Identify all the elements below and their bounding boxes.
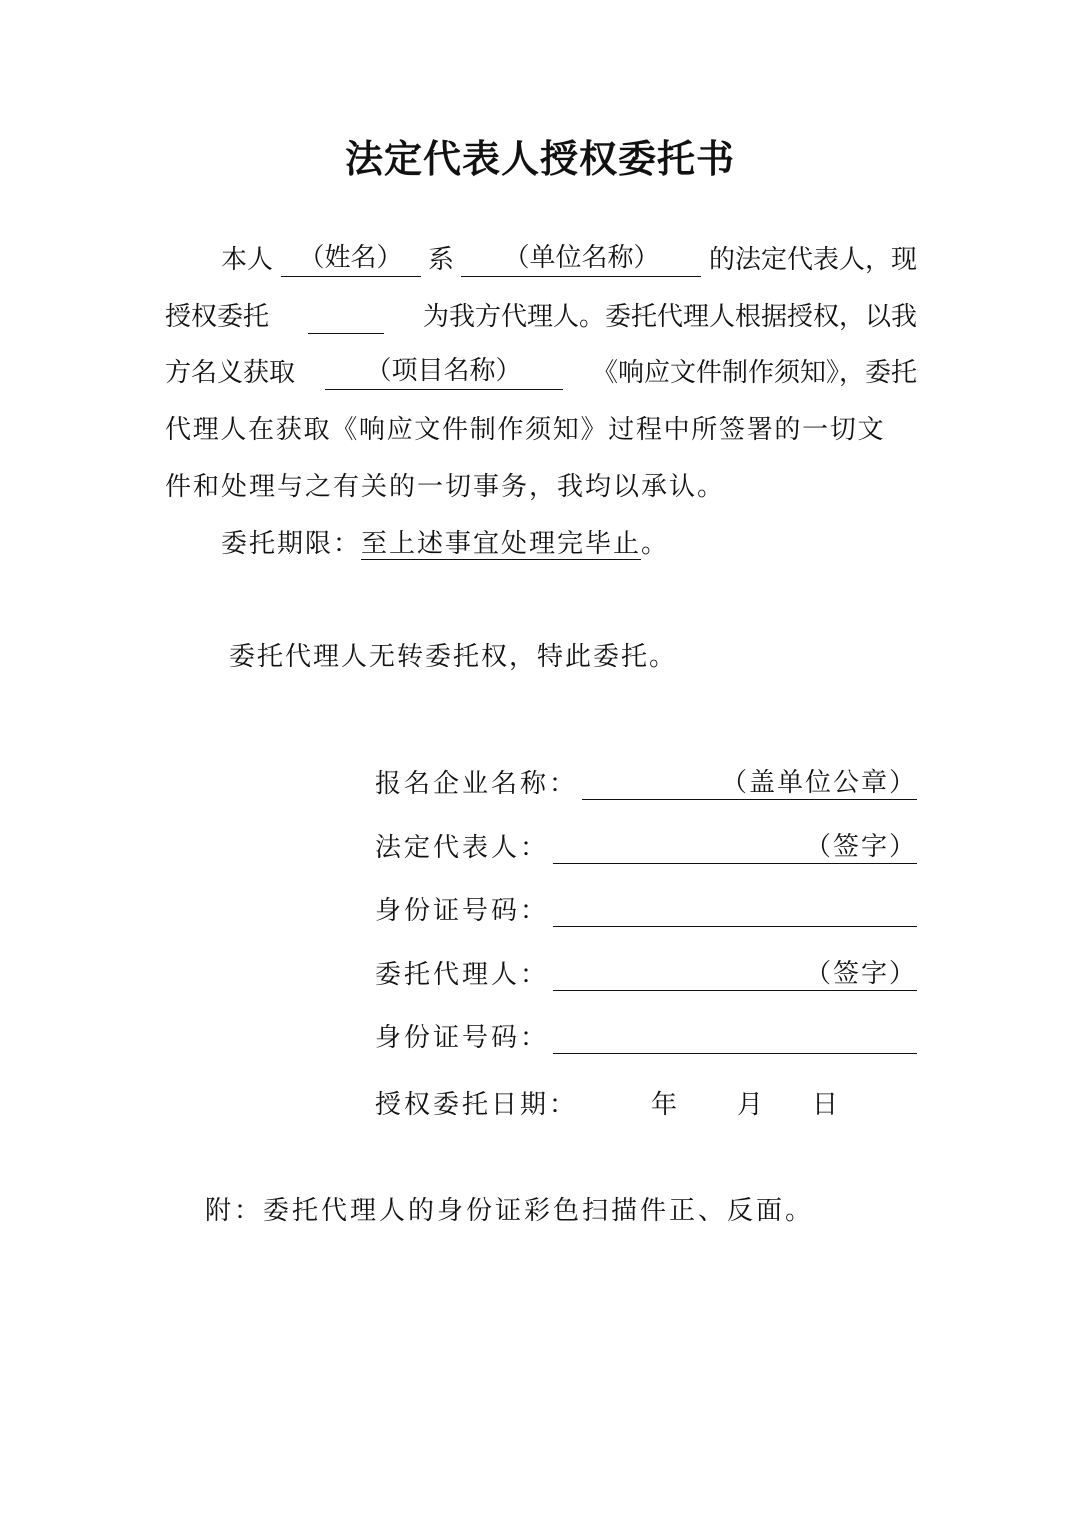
text-segment: 系 [427,245,454,275]
agent-signature-field: （签字） [553,958,917,991]
id-number-row-1 [375,891,917,927]
term-label: 委托期限： [221,529,362,559]
paragraph-line-1 [165,243,917,277]
agent-sign-row [375,955,917,991]
id-number-row-2 [375,1018,917,1054]
legal-rep-signature-field: （签字） [553,831,917,864]
id-number-label: 身份证号码： [375,896,550,926]
legal-rep-sign-row [375,828,917,864]
date-year: 年 [651,1090,681,1120]
project-name-blank: （项目名称） [325,356,563,390]
paragraph-line-2 [165,300,917,334]
paragraph-line-5: 件和处理与之有关的一切事务，我均以承认。 [165,472,726,502]
legal-rep-label: 法定代表人： [375,833,550,863]
company-seal-field: （盖单位公章） [582,767,917,800]
id-number-label: 身份证号码： [375,1023,550,1053]
unit-name-blank: （单位名称） [461,243,701,277]
agent-label: 委托代理人： [375,960,550,990]
id-number-field [553,926,917,927]
paragraph-line-3 [165,356,917,390]
text-segment: 为我方代理人。委托代理人根据授权，以我 [422,302,917,332]
text-segment: 本人 [221,245,274,275]
date-day: 日 [812,1090,842,1120]
term-line [221,527,669,561]
text-segment: 《响应文件制作须知》，委托 [591,358,917,388]
company-label: 报名企业名称： [375,769,579,799]
no-subdelegation-line: 委托代理人无转委托权，特此委托。 [229,642,678,672]
agent-blank [308,300,384,334]
date-label: 授权委托日期： [375,1090,579,1120]
paragraph-line-4: 代理人在获取《响应文件制作须知》过程中所签署的一切文 [165,415,886,445]
text-segment: 方名义获取 [165,358,296,388]
term-value: 至上述事宜处理完毕止 [361,529,642,559]
name-blank: （姓名） [281,243,421,277]
company-sign-row [375,764,917,800]
text-segment: 。 [641,529,670,559]
id-number-field [553,1053,917,1054]
attachment-note: 附：委托代理人的身份证彩色扫描件正、反面。 [205,1196,815,1226]
page-title: 法定代表人授权委托书 [344,136,735,181]
date-month: 月 [737,1090,767,1120]
text-segment: 的法定代表人，现 [708,245,917,275]
text-segment: 授权委托 [165,302,270,332]
